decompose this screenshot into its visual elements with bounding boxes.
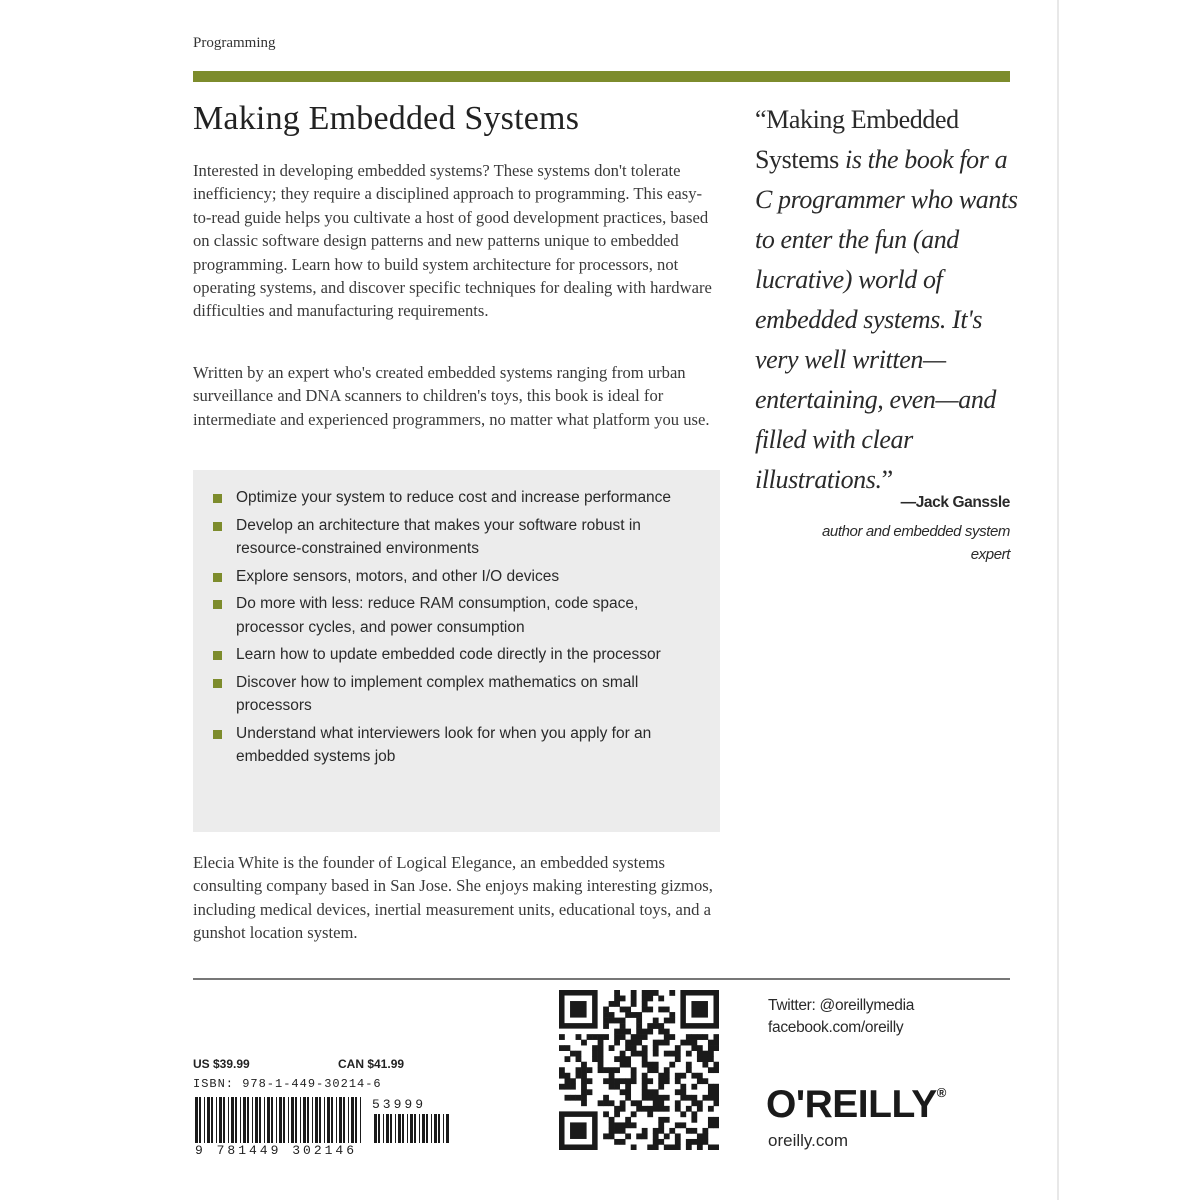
square-bullet-icon bbox=[213, 573, 222, 582]
quote-author-role: author and embedded system expert bbox=[821, 523, 1010, 563]
facebook-link[interactable]: facebook.com/oreilly bbox=[768, 1019, 904, 1036]
category-label: Programming bbox=[193, 35, 276, 51]
feature-text: Discover how to implement complex mathematics on small processors bbox=[236, 673, 639, 714]
feature-item bbox=[213, 671, 703, 718]
qr-code-icon[interactable] bbox=[559, 990, 719, 1150]
square-bullet-icon bbox=[213, 679, 222, 688]
author-bio: Elecia White is the founder of Logical Elegance, an embedded systems consulting company based in San Jose. She enjoys making interesting gizmos, including medical devices, inertial measurement units, educational toys, and a gunshot location system. bbox=[193, 853, 713, 943]
quote-title-part: “Making Embedded Systems bbox=[755, 105, 959, 174]
price-us: US $39.99 bbox=[193, 1057, 250, 1071]
feature-box bbox=[193, 470, 720, 832]
square-bullet-icon bbox=[213, 600, 222, 609]
accent-rule bbox=[193, 71, 1010, 82]
feature-list bbox=[213, 486, 703, 773]
description-paragraph: Interested in developing embedded systems? These systems don't tolerate inefficiency; they require a disciplined approach to programming. This easy-to-read guide helps you cultivate a host of good development practices, based on classic software design patterns and new patterns unique to embedded programming. Learn how to build system architecture for processors, not operating systems, and discover specific techniques for dealing with hardware difficulties and manufacturing requirements. bbox=[193, 161, 712, 321]
publisher-logo bbox=[766, 1083, 946, 1127]
publisher-site-link[interactable]: oreilly.com bbox=[768, 1131, 848, 1150]
page-edge-line bbox=[1057, 0, 1059, 1200]
feature-item bbox=[213, 643, 703, 667]
square-bullet-icon bbox=[213, 730, 222, 739]
twitter-link[interactable]: Twitter: @oreillymedia bbox=[768, 997, 915, 1014]
square-bullet-icon bbox=[213, 494, 222, 503]
feature-item bbox=[213, 722, 703, 769]
barcode-icon bbox=[193, 1097, 363, 1143]
square-bullet-icon bbox=[213, 651, 222, 660]
registered-mark: ® bbox=[936, 1085, 946, 1100]
publisher-name: O'REILLY bbox=[766, 1083, 937, 1126]
testimonial-quote bbox=[755, 100, 1020, 500]
barcode-digits: 9 781449 302146 bbox=[195, 1143, 358, 1158]
feature-text: Do more with less: reduce RAM consumption, code space, processor cycles, and power consumption bbox=[236, 595, 639, 636]
feature-item bbox=[213, 565, 703, 589]
barcode-addon-icon bbox=[372, 1114, 452, 1143]
isbn-label: ISBN: 978-1-449-30214-6 bbox=[193, 1077, 382, 1091]
feature-text: Develop an architecture that makes your software robust in resource-constrained environments bbox=[236, 516, 641, 557]
square-bullet-icon bbox=[213, 522, 222, 531]
feature-text: Understand what interviewers look for when you apply for an embedded systems job bbox=[236, 724, 652, 765]
barcode-addon-digits: 53999 bbox=[372, 1097, 427, 1112]
feature-text: Optimize your system to reduce cost and increase performance bbox=[236, 489, 672, 506]
quote-author: —Jack Ganssle bbox=[900, 494, 1010, 511]
quote-body: is the book for a C programmer who wants to enter the fun (and lucrative) world of embedded systems. It's very well written—entertaining, even—and filled with clear illustrations. bbox=[755, 145, 1018, 494]
description-paragraph: Written by an expert who's created embedded systems ranging from urban surveillance and DNA scanners to children's toys, this book is ideal for intermediate and experienced programmers, no matter what platform you use. bbox=[193, 363, 710, 429]
feature-item bbox=[213, 592, 703, 639]
feature-text: Learn how to update embedded code directly in the processor bbox=[236, 646, 661, 663]
social-links bbox=[768, 995, 914, 1039]
book-title: Making Embedded Systems bbox=[193, 100, 580, 137]
feature-text: Explore sensors, motors, and other I/O devices bbox=[236, 567, 560, 585]
price-can: CAN $41.99 bbox=[338, 1057, 405, 1071]
feature-item bbox=[213, 514, 703, 561]
quote-close-mark: ” bbox=[881, 465, 893, 494]
feature-item bbox=[213, 486, 703, 510]
footer-rule bbox=[193, 978, 1010, 980]
